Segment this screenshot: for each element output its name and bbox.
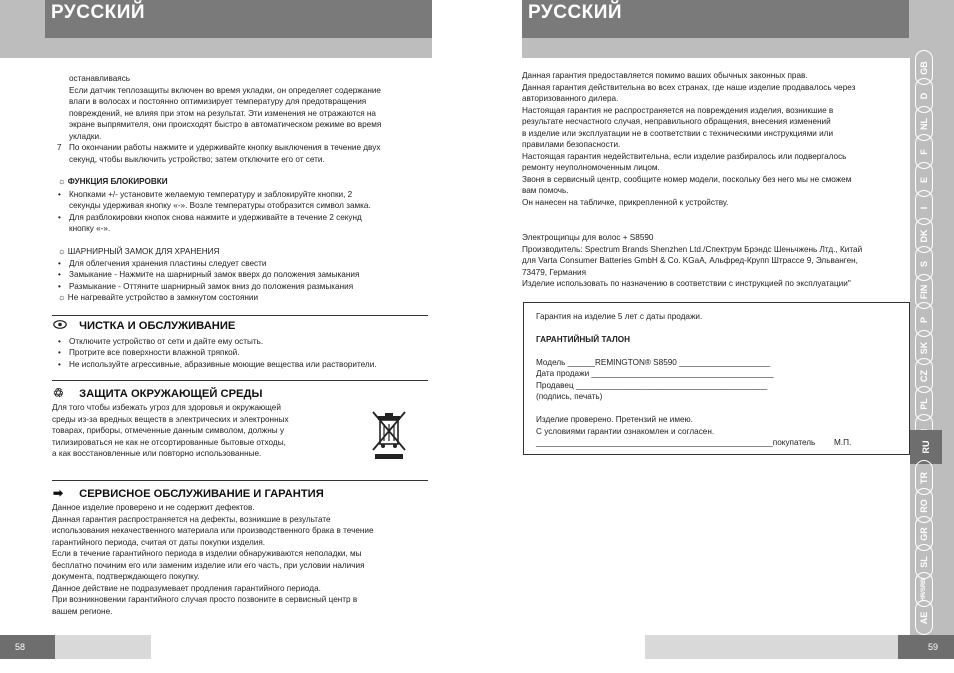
hinge-item: Для облегчения хранения пластины следует свести [69, 259, 267, 268]
hinge-note [58, 292, 258, 304]
right-header-strip [522, 38, 910, 58]
hinge-heading-text: ШАРНИРНЫЙ ЗАМОК ДЛЯ ХРАНЕНИЯ [67, 247, 220, 256]
service-line: бесплатно починим его или заменим изделие или его часть, при условии наличия [52, 561, 365, 570]
intro-line: повреждений, не влияя при этом на результат. Эти изменения не отражаются на [69, 109, 376, 118]
tab-label: F [919, 148, 929, 155]
env-line: среды из-за вредных веществ в электрических и электронных [52, 415, 289, 424]
tab-label: RO [919, 498, 929, 513]
warranty-line: ремонту неуполномоченным лицом. [522, 163, 660, 172]
tab-label: D [919, 92, 929, 99]
tab-label: TR [919, 471, 929, 484]
bullet-icon: • [58, 190, 61, 199]
warranty-line: Данная гарантия действительна во всех странах, где наше изделие продавалось через [522, 83, 856, 92]
tab-label: DK [919, 229, 929, 242]
tab-label: GR [919, 526, 929, 541]
right-header [522, 0, 909, 38]
intro-line: останавливаясь [69, 74, 131, 83]
cleaning-item: Отключите устройство от сети и дайте ему остыть. [69, 337, 264, 346]
sun-icon: ☼ [58, 293, 66, 302]
tab-label: CZ [919, 369, 929, 382]
environment-heading-text: ЗАЩИТА ОКРУЖАЮЩЕЙ СРЕДЫ [79, 388, 263, 400]
warranty-line: Звоня в сервисный центр, сообщите номер модели, поскольку без него мы не сможем [522, 175, 852, 184]
tab-ru[interactable] [910, 430, 942, 464]
bullet-icon: • [58, 337, 61, 346]
bullet-icon: • [58, 282, 61, 291]
coupon-stamp: М.П. [834, 438, 852, 447]
weee-bin-icon [370, 410, 408, 460]
service-line: документа, подтверждающего покупку. [52, 572, 200, 581]
coupon-period: Гарантия на изделие 5 лет с даты продажи. [536, 312, 703, 321]
warranty-line: Он нанесен на табличке, прикрепленной к устройству. [522, 198, 729, 207]
tab-label: PL [919, 397, 929, 410]
section-rule [52, 315, 428, 316]
tab-label: AE [919, 611, 929, 624]
lock-heading [58, 176, 168, 188]
manufacturer-line: для Varta Consumer Batteries GmbH & Co. KGaA, Альфред-Крупп Штрассе 9, Эльванген, [522, 256, 858, 265]
cleaning-heading-text: ЧИСТКА И ОБСЛУЖИВАНИЕ [79, 320, 236, 332]
step7-line: секунд, чтобы выключить устройство; затем отключите его от сети. [69, 155, 325, 164]
service-line: При возникновении гарантийного случая просто позвоните в сервисный центр в [52, 595, 358, 604]
service-line: использования некачественного материала или производственного брака в течение [52, 526, 374, 535]
cleaning-item: Не используйте агрессивные, абразивные моющие вещества или растворители. [69, 360, 377, 369]
hinge-item: Замыкание - Нажмите на шарнирный замок вверх до положения замыкания [69, 270, 360, 279]
tab-label: S [919, 260, 929, 267]
warranty-line: результате несчастного случая, неправильного обращения, внесения изменений [522, 117, 831, 126]
right-page-title: РУССКИЙ [528, 2, 623, 23]
lock-item: Для разблокировки кнопок снова нажмите и удерживайте в течение 2 секунд [69, 213, 362, 222]
bullet-icon: • [58, 348, 61, 357]
service-heading [53, 486, 324, 500]
hinge-note-text: Не нагревайте устройство в замкнутом состоянии [67, 293, 259, 302]
environment-heading [53, 386, 262, 400]
left-page-title: РУССКИЙ [51, 2, 146, 23]
service-line: Данное изделие проверено и не содержит дефектов. [52, 503, 255, 512]
lock-heading-text: ФУНКЦИЯ БЛОКИРОВКИ [67, 177, 168, 186]
coupon-model: Модель ______REMINGTON® S8590 ____________________ [536, 358, 771, 367]
language-tabs [910, 38, 954, 635]
warranty-line: правилами безопасности. [522, 140, 621, 149]
left-page-number [0, 635, 55, 659]
warranty-line: Настоящая гарантия не распространяется на повреждения изделия, возникшие в [522, 106, 834, 115]
section-rule [52, 480, 428, 481]
env-line: тилизироваться не как не отсортированные бытовые отходы, [52, 438, 286, 447]
left-footer-bar [55, 635, 151, 659]
hinge-heading [58, 246, 219, 258]
env-line: а как восстановленные или повторно использованные. [52, 449, 262, 458]
service-line: вашем регионе. [52, 607, 113, 616]
sun-icon: ☼ [58, 177, 66, 186]
tab-label: FIN [919, 284, 929, 299]
step-number: 7 [57, 143, 62, 152]
warranty-line: Данная гарантия предоставляется помимо ваших обычных законных прав. [522, 71, 808, 80]
service-heading-text: СЕРВИСНОЕ ОБСЛУЖИВАНИЕ И ГАРАНТИЯ [79, 488, 324, 500]
service-line: гарантийного периода, считая от даты покупки изделия. [52, 538, 266, 547]
warranty-line: вам помочь. [522, 186, 569, 195]
lock-item: секунды удерживая кнопку «-». Возле температуры отобразится символ замка. [69, 201, 371, 210]
recycle-icon: ♲ [53, 386, 64, 400]
coupon-seller: Продавец __________________________________________ [536, 381, 768, 390]
warranty-line: в изделие или эксплуатации не в соответствии с техническими инструкциями или [522, 129, 834, 138]
cleaning-item: Протрите все поверхности влажной тряпкой. [69, 348, 240, 357]
bullet-icon: • [58, 259, 61, 268]
bullet-icon: • [58, 213, 61, 222]
eye-icon [53, 320, 68, 332]
lock-item: кнопку «-». [69, 224, 111, 233]
tab-label: E [919, 176, 929, 183]
right-page-number [898, 635, 954, 659]
lock-item: Кнопками +/- установите желаемую температуру и заблокируйте кнопки, 2 [69, 190, 353, 199]
hinge-item: Размыкание - Оттяните шарнирный замок вниз до положения размыкания [69, 282, 354, 291]
step7-line: По окончании работы нажмите и удерживайте кнопку выключения в течение двух [69, 143, 381, 152]
tab-label: NL [919, 117, 929, 130]
tab-label: I [919, 206, 929, 209]
coupon-buyer-line: ____________________________________________________покупатель [536, 438, 816, 447]
tab-label: P [919, 316, 929, 323]
left-header [45, 0, 432, 38]
intro-line: Если датчик теплозащиты включен во время укладки, он определяет содержание [69, 86, 381, 95]
intro-line: экране выпрямителя, они происходят быстро в автоматическом режиме во время [69, 120, 382, 129]
env-line: Для того чтобы избежать угроз для здоровья и окружающей [52, 403, 281, 412]
tab-label: SL [919, 555, 929, 568]
arrow-right-icon: ➡ [53, 486, 64, 500]
intro-line: укладки. [69, 132, 102, 141]
section-rule [52, 380, 428, 381]
warranty-line: Настоящая гарантия недействительна, если изделие разбиралось или подвергалось [522, 152, 847, 161]
warranty-line: авторизованного дилера. [522, 94, 619, 103]
right-page-number-text: 59 [928, 642, 939, 652]
tab-label: RU [921, 440, 931, 454]
env-line: товарах, приборы, отмеченные данным символом, должны у [52, 426, 285, 435]
sun-icon: ☼ [58, 247, 66, 256]
coupon-agree: С условиями гарантии ознакомлен и согласен. [536, 427, 715, 436]
tab-label: SK [919, 341, 929, 354]
manufacturer-line: Изделие использовать по назначению в соответствии с инструкцией по эксплуатации" [522, 279, 851, 288]
cleaning-heading [53, 320, 235, 332]
coupon-checked: Изделие проверено. Претензий не имею. [536, 415, 693, 424]
left-header-strip [0, 38, 432, 58]
manufacturer-line: Производитель: Spectrum Brands Shenzhen Ltd./Спектрум Брэндс Шеньчжень Лтд., Китай [522, 245, 863, 254]
coupon-sign: (подпись, печать) [536, 392, 603, 401]
intro-line: влаги в волосах и постоянно оптимизирует температуру для предотвращения [69, 97, 367, 106]
manufacturer-line: Электрощипцы для волос + S8590 [522, 233, 654, 242]
service-line: Данное действие не подразумевает продления гарантийного периода. [52, 584, 321, 593]
tab-label: GB [919, 60, 929, 75]
manufacturer-line: 73479, Германия [522, 268, 587, 277]
service-line: Данная гарантия распространяется на дефекты, возникшие в результате [52, 515, 331, 524]
coupon-sale-date: Дата продажи ________________________________________ [536, 369, 774, 378]
service-line: Если в течение гарантийного периода в изделии обнаруживаются неполадки, мы [52, 549, 362, 558]
tab-label: HR/SRB [921, 577, 927, 602]
right-footer-bar [645, 635, 898, 659]
bullet-icon: • [58, 360, 61, 369]
bullet-icon: • [58, 270, 61, 279]
tab-ae[interactable] [915, 600, 933, 635]
left-page-number-text: 58 [15, 642, 26, 652]
coupon-title: ГАРАНТИЙНЫЙ ТАЛОН [536, 335, 630, 344]
